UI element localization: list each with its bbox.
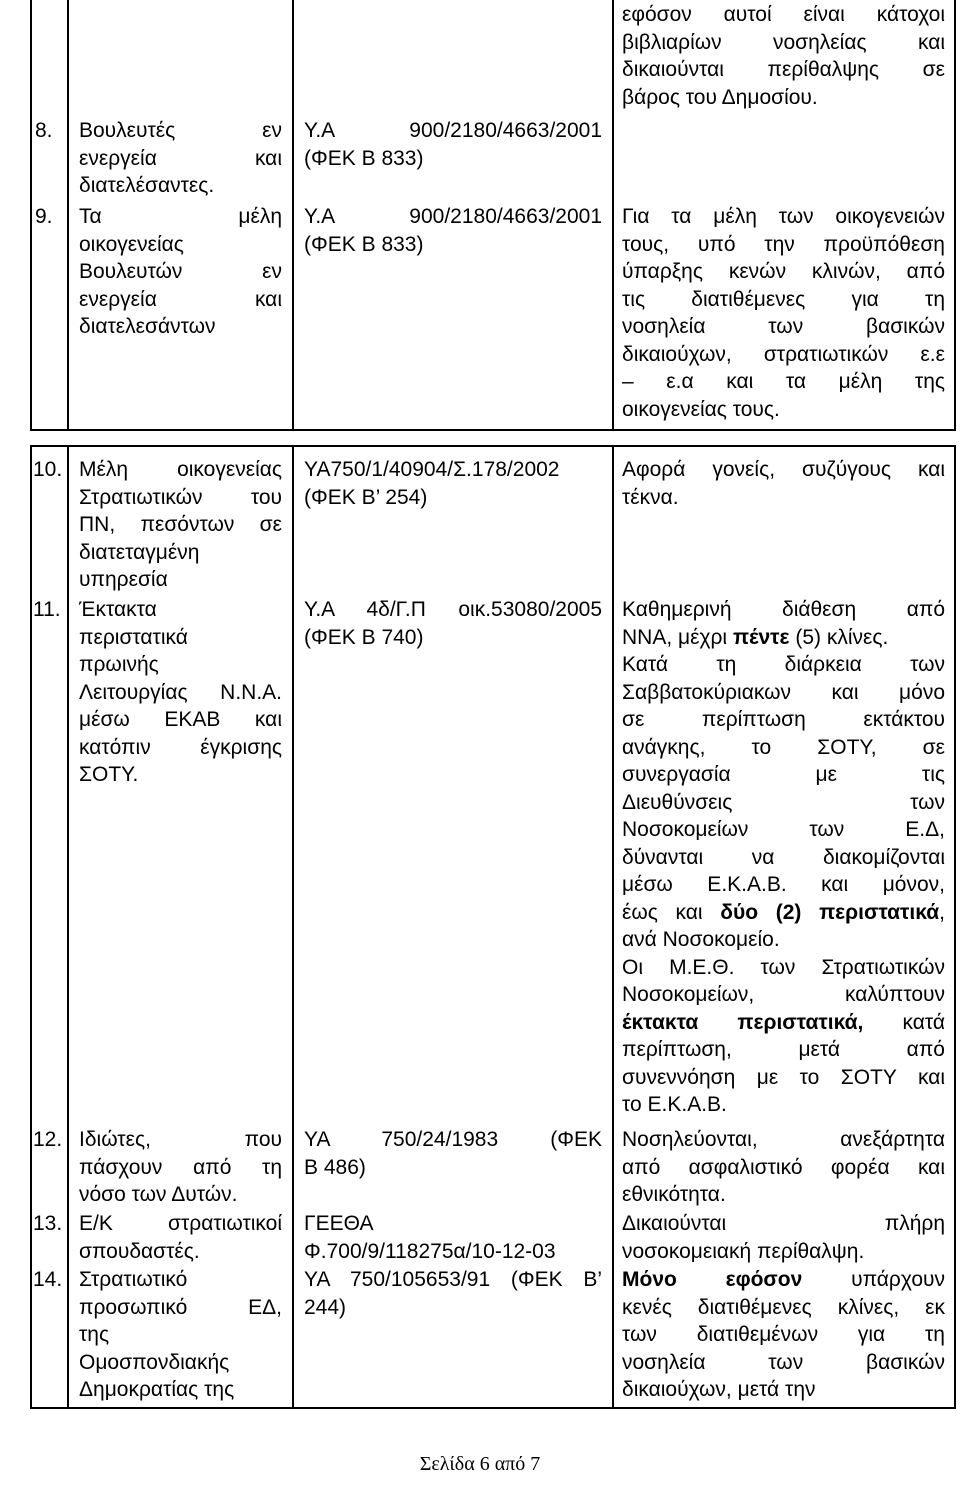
table-border-bottom xyxy=(30,429,956,431)
text-run: κενές διατιθέμενες κλίνες, εκ xyxy=(622,1295,945,1319)
bold-text: έκτακτα περιστατικά, xyxy=(622,1010,864,1034)
category-cell xyxy=(79,1266,282,1404)
text-run: νοσηλεία των βασικών xyxy=(622,1350,945,1374)
text-line xyxy=(622,706,945,734)
row-number: 8. xyxy=(35,119,53,142)
column-divider xyxy=(612,445,614,1408)
text-run: Νοσοκομείων, καλύπτουν xyxy=(622,983,945,1006)
row-number: 10. xyxy=(33,458,63,481)
category-cell xyxy=(79,117,282,200)
category-cell xyxy=(79,203,282,341)
text-line xyxy=(622,1294,945,1322)
text-line: Αφορά γονείς, συζύγους και xyxy=(622,458,945,481)
carried-note xyxy=(622,1,945,111)
category-cell xyxy=(79,456,282,594)
text-line xyxy=(622,679,945,707)
page-number: Σελίδα 6 από 7 xyxy=(419,1453,541,1475)
text-line: Ε/Κ στρατιωτικοί xyxy=(79,1212,282,1235)
text-line: νοσοκομειακή περίθαλψη. xyxy=(622,1239,865,1263)
text-line: νόσο των Δυτών. xyxy=(79,1183,238,1206)
bold-text: δύο (2) περιστατικά xyxy=(720,900,940,924)
table-border-bottom xyxy=(30,1407,956,1409)
text-run: των διατιθεμένων για τη xyxy=(622,1323,945,1346)
text-line: (ΦΕΚ Β’ 254) xyxy=(304,485,428,509)
text-line: της xyxy=(79,1323,110,1346)
category-cell xyxy=(79,596,282,789)
text-line xyxy=(622,899,945,927)
text-line: Υ.Α 900/2180/4663/2001 xyxy=(304,205,602,228)
text-run: Οι Μ.Ε.Θ. των Στρατιωτικών xyxy=(622,955,945,979)
text-line: Φ.700/9/118275α/10-12-03 xyxy=(304,1239,556,1263)
text-line: μέσω ΕΚΑΒ και xyxy=(79,708,282,731)
text-line: εθνικότητα. xyxy=(622,1183,726,1206)
text-line: ΠΝ, πεσόντων σε xyxy=(79,513,282,536)
table-border-left xyxy=(30,0,32,430)
decision-cell xyxy=(304,203,602,258)
row-number: 12. xyxy=(33,1128,63,1151)
row-number: 14. xyxy=(33,1268,63,1291)
text-line: τέκνα. xyxy=(622,485,679,509)
decision-cell xyxy=(304,1210,602,1265)
text-line: ενεργεία και xyxy=(79,146,282,170)
row-number: 9. xyxy=(35,205,53,228)
text-line: Ομοσπονδιακής xyxy=(79,1350,230,1374)
decision-cell xyxy=(304,1126,602,1181)
text-line: Βουλευτές εν xyxy=(79,119,282,142)
notes-cell xyxy=(622,1266,945,1404)
text-line: βάρος του Δημοσίου. xyxy=(622,85,818,109)
text-run: , xyxy=(939,900,945,924)
text-run: ανάγκης, το ΣΟΤΥ, σε xyxy=(622,735,945,759)
text-line: σπουδαστές. xyxy=(79,1239,200,1263)
text-run: Νοσοκομείων των Ε.Δ, xyxy=(622,818,945,841)
text-run: σε περίπτωση εκτάκτου xyxy=(622,708,945,731)
text-line: Για τα μέλη των οικογενειών xyxy=(622,205,945,228)
text-line: τις διατιθέμενες για τη xyxy=(622,287,945,311)
text-run: Καθημερινή διάθεση από xyxy=(622,598,945,621)
text-line: ΥΑ 750/105653/91 (ΦΕΚ Β’ xyxy=(304,1268,602,1291)
category-cell xyxy=(79,1210,282,1265)
text-line: Έκτακτα xyxy=(79,598,157,621)
text-line xyxy=(622,954,945,982)
column-divider xyxy=(292,0,294,430)
text-line xyxy=(622,789,945,817)
text-line: πάσχουν από τη xyxy=(79,1155,282,1179)
text-line: διατελέσαντες. xyxy=(79,174,215,197)
column-divider xyxy=(292,445,294,1408)
text-run: Σαββατοκύριακων και μόνο xyxy=(622,680,945,704)
text-run: Κατά τη διάρκεια των xyxy=(622,653,945,676)
text-line: ΣΟΤΥ. xyxy=(79,763,139,786)
bold-text: πέντε xyxy=(732,625,790,649)
text-line xyxy=(622,734,945,762)
text-line: οικογενείας τους. xyxy=(622,397,780,421)
decision-cell xyxy=(304,117,602,172)
text-line: Νοσηλεύονται, ανεξάρτητα xyxy=(622,1128,945,1151)
text-run: περίπτωση, μετά από xyxy=(622,1038,945,1061)
text-line xyxy=(622,761,945,789)
row-number: 11. xyxy=(33,598,61,621)
text-run: υπάρχουν xyxy=(802,1268,945,1291)
text-line: από ασφαλιστικό φορέα και xyxy=(622,1155,945,1179)
text-line: υπηρεσία xyxy=(79,568,168,591)
column-divider xyxy=(67,445,69,1408)
notes-cell xyxy=(622,1126,945,1209)
text-line xyxy=(622,651,945,679)
text-line: δικαιούχων, στρατιωτικών ε.ε xyxy=(622,342,945,366)
text-run: έως και xyxy=(622,900,721,924)
text-run: (5) κλίνες. xyxy=(789,625,889,649)
text-run: κατά xyxy=(863,1010,945,1034)
text-line xyxy=(622,1009,945,1037)
text-line: Β 486) xyxy=(304,1155,366,1179)
text-line xyxy=(622,1064,945,1092)
text-line: κατόπιν έγκρισης xyxy=(79,735,282,759)
text-line: τους, υπό την προϋπόθεση xyxy=(622,232,945,256)
text-line: πρωινής xyxy=(79,653,159,676)
text-line: προσωπικό ΕΔ, xyxy=(79,1295,282,1319)
text-line: ΓΕΕΘΑ xyxy=(304,1212,374,1235)
text-line: οικογενείας xyxy=(79,232,184,256)
text-run: συνεργασία με τις xyxy=(622,763,945,786)
text-line: βιβλιαρίων νοσηλείας και xyxy=(622,30,945,54)
text-line xyxy=(622,1266,945,1294)
text-line: Μέλη οικογενείας xyxy=(79,458,282,481)
notes-cell xyxy=(622,596,945,1119)
column-divider xyxy=(67,0,69,430)
text-line: Ιδιώτες, που xyxy=(79,1128,282,1151)
text-run: ΝΝΑ, μέχρι xyxy=(622,625,733,649)
text-line: (ΦΕΚ Β 833) xyxy=(304,232,424,256)
text-line xyxy=(622,844,945,872)
text-line xyxy=(622,981,945,1009)
notes-cell xyxy=(622,456,945,511)
text-line: (ΦΕΚ Β 740) xyxy=(304,625,424,649)
text-line: ενεργεία και xyxy=(79,287,282,311)
text-line: Βουλευτών εν xyxy=(79,260,282,283)
table-border-top xyxy=(30,445,956,447)
text-line: εφόσον αυτοί είναι κάτοχοι xyxy=(622,3,945,26)
notes-cell xyxy=(622,203,945,423)
text-line xyxy=(622,1036,945,1064)
text-line: – ε.α και τα μέλη της xyxy=(622,370,945,393)
text-line: περιστατικά xyxy=(79,625,188,649)
decision-cell xyxy=(304,456,602,511)
text-run: ανά Νοσοκομείο. xyxy=(622,928,780,951)
text-line: Τα μέλη xyxy=(79,205,282,228)
decision-cell xyxy=(304,596,602,651)
text-line xyxy=(622,1349,945,1377)
text-line: δικαιούνται περίθαλψης σε xyxy=(622,58,945,81)
text-line xyxy=(622,1091,945,1119)
row-number: 13. xyxy=(33,1212,63,1235)
text-line: Υ.Α 4δ/Γ.Π οικ.53080/2005 xyxy=(304,598,602,621)
text-line xyxy=(622,871,945,899)
text-line: Στρατιωτικών του xyxy=(79,485,282,509)
text-line: 244) xyxy=(304,1295,347,1319)
text-line xyxy=(622,1376,945,1404)
text-line: Στρατιωτικό xyxy=(79,1268,188,1291)
text-line: διατεταγμένη xyxy=(79,540,200,564)
text-run: δύνανται να διακομίζονται xyxy=(622,845,945,869)
decision-cell xyxy=(304,1266,602,1321)
text-line: ύπαρξης κενών κλινών, από xyxy=(622,260,945,283)
text-line: Δημοκρατίας της xyxy=(79,1378,235,1401)
bold-text: Μόνο εφόσον xyxy=(622,1268,803,1291)
text-line: Δικαιούνται πλήρη xyxy=(622,1212,945,1235)
text-line: ΥΑ750/1/40904/Σ.178/2002 xyxy=(304,458,560,481)
text-line: Υ.Α 900/2180/4663/2001 xyxy=(304,119,602,142)
text-line: Λειτουργίας Ν.Ν.Α. xyxy=(79,680,282,704)
text-line: (ΦΕΚ Β 833) xyxy=(304,146,424,170)
text-line xyxy=(622,816,945,844)
text-line xyxy=(622,926,945,954)
table-border-right xyxy=(954,445,956,1408)
text-run: μέσω Ε.Κ.Α.Β. και μόνον, xyxy=(622,873,945,896)
text-run: το Ε.Κ.Α.Β. xyxy=(622,1093,727,1116)
table-border-left xyxy=(30,445,32,1408)
text-run: συνεννόηση με το ΣΟΤΥ και xyxy=(622,1065,945,1089)
notes-cell xyxy=(622,1210,945,1265)
text-run: δικαιούχων, μετά την xyxy=(622,1378,816,1401)
text-line xyxy=(622,596,945,624)
text-line: διατελεσάντων xyxy=(79,315,216,338)
text-line xyxy=(622,624,945,652)
text-line: ΥΑ 750/24/1983 (ΦΕΚ xyxy=(304,1128,602,1151)
category-cell xyxy=(79,1126,282,1209)
table-border-right xyxy=(954,0,956,430)
text-run: Διευθύνσεις των xyxy=(622,790,945,814)
text-line xyxy=(622,1321,945,1349)
text-line: νοσηλεία των βασικών xyxy=(622,315,945,338)
column-divider xyxy=(612,0,614,430)
